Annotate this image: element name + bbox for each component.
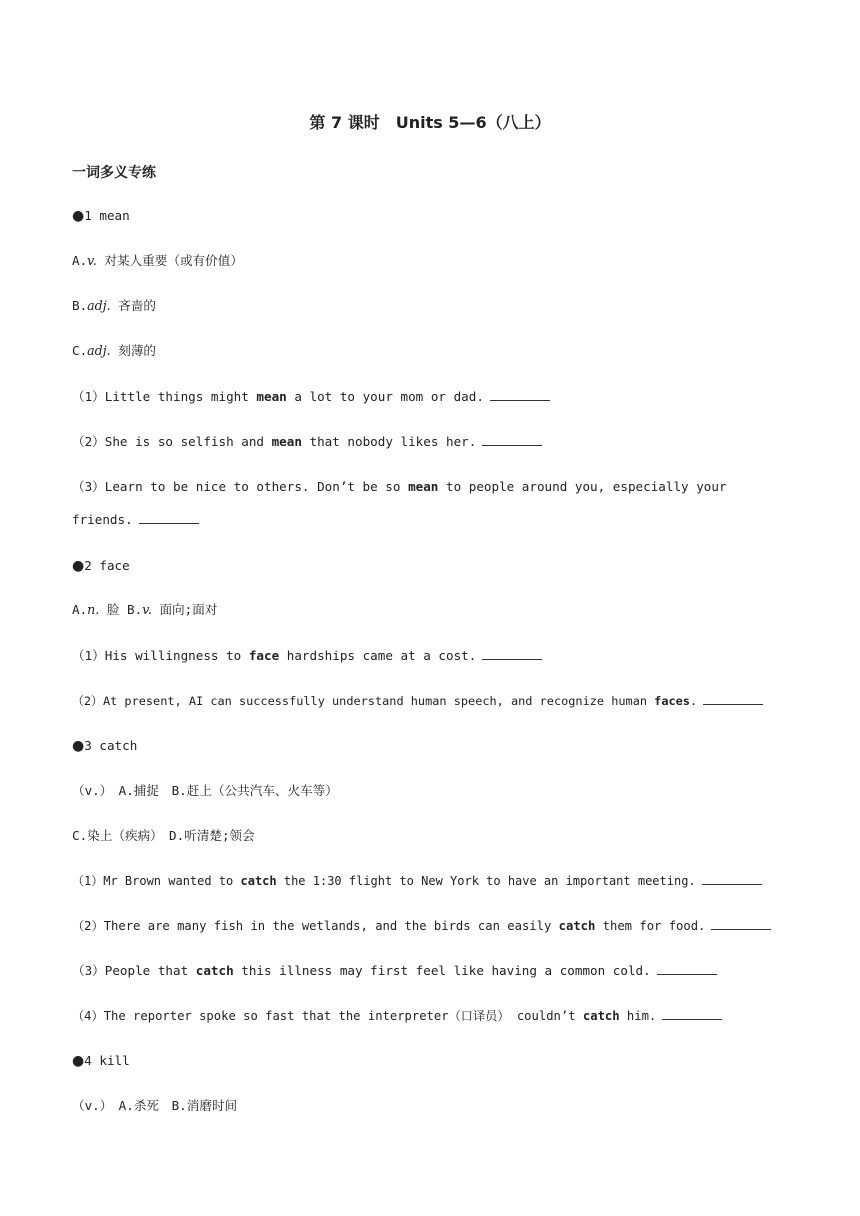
sentence-text: （1）Little things might: [72, 389, 257, 404]
keyword: catch: [582, 1009, 620, 1023]
sentence-text: .: [689, 694, 698, 708]
answer-blank[interactable]: [711, 917, 771, 930]
keyword: catch: [195, 963, 234, 978]
keyword: mean: [256, 389, 287, 404]
sentence-text: to people around you, especially your: [438, 479, 727, 494]
part-of-speech: adj.: [87, 298, 111, 313]
sentence: [72, 917, 771, 935]
sentence-text: （2）There are many fish in the wetlands, and the birds can easily: [72, 919, 559, 933]
sentence-text: friends.: [72, 512, 133, 527]
word-label: 3 catch: [84, 738, 138, 753]
word-heading-kill: [72, 1052, 130, 1070]
word-label: 2 face: [84, 558, 130, 573]
word-heading-mean: [72, 207, 130, 225]
bullet-icon: ●: [72, 558, 85, 574]
word-label: 4 kill: [84, 1053, 130, 1068]
sentence-text: the 1:30 flight to New York to have an important meeting.: [276, 874, 696, 888]
sentence-text: （2）She is so selfish and: [72, 434, 272, 449]
meaning-text: 对某人重要（或有价值）: [96, 253, 243, 268]
option-prefix: B.: [72, 298, 88, 313]
bullet-icon: ●: [72, 738, 85, 754]
sentence: [72, 872, 762, 890]
word-label: 1 mean: [84, 208, 130, 223]
sentence-text: him.: [619, 1009, 657, 1023]
meaning-a: [72, 252, 243, 270]
part-of-speech: v.: [142, 602, 152, 617]
sentence-text: （3）Learn to be nice to others. Don’t be so: [72, 479, 409, 494]
option-prefix: A.: [72, 253, 88, 268]
sentence-text: that nobody likes her.: [301, 434, 477, 449]
sentence-text: （1）His willingness to: [72, 648, 249, 663]
answer-blank[interactable]: [662, 1007, 722, 1020]
sentence-text: this illness may first feel like having a common cold.: [233, 963, 651, 978]
word-heading-face: [72, 557, 130, 575]
page-title: 第 7 课时 Units 5—6（八上）: [309, 113, 551, 132]
sentence-text: a lot to your mom or dad.: [286, 389, 484, 404]
sentence-continuation: [72, 511, 199, 529]
answer-blank[interactable]: [657, 962, 717, 975]
sentence: [72, 1007, 722, 1025]
meaning-line: （v.） A.杀死 B.消磨时间: [72, 1098, 238, 1113]
keyword: face: [248, 648, 280, 663]
sentence-text: （3）People that: [72, 963, 196, 978]
keyword: catch: [558, 919, 596, 933]
part-of-speech: v.: [87, 253, 97, 268]
keyword: mean: [271, 434, 302, 449]
part-of-speech: adj.: [87, 343, 111, 358]
keyword: mean: [408, 479, 439, 494]
meaning-text: 脸 B.: [99, 602, 143, 617]
option-prefix: A.: [72, 602, 88, 617]
meaning-text: 面向;面对: [151, 602, 218, 617]
sentence: [72, 433, 542, 451]
meaning-line: [72, 601, 217, 619]
answer-blank[interactable]: [490, 388, 550, 401]
sentence: [72, 692, 763, 710]
meaning-text: 刻薄的: [110, 343, 157, 358]
sentence: [72, 478, 727, 496]
bullet-icon: ●: [72, 208, 85, 224]
answer-blank[interactable]: [482, 433, 542, 446]
part-of-speech: n.: [87, 602, 100, 617]
answer-blank[interactable]: [139, 511, 199, 524]
sentence-text: （4）The reporter spoke so fast that the interpreter（口译员） couldn’t: [72, 1009, 583, 1023]
sentence-text: them for food.: [595, 919, 706, 933]
keyword: faces: [654, 694, 690, 708]
sentence-text: （1）Mr Brown wanted to: [72, 874, 241, 888]
section-heading: 一词多义专练: [72, 165, 156, 181]
answer-blank[interactable]: [703, 692, 763, 705]
sentence: [72, 962, 717, 980]
option-prefix: C.: [72, 343, 88, 358]
sentence: [72, 647, 542, 665]
bullet-icon: ●: [72, 1053, 85, 1069]
meaning-text: 吝啬的: [110, 298, 157, 313]
meaning-c: [72, 342, 156, 360]
meaning-line: C.染上（疾病） D.听清楚;领会: [72, 828, 255, 843]
meaning-line: （v.） A.捕捉 B.赶上（公共汽车、火车等）: [72, 783, 338, 798]
meaning-b: [72, 297, 156, 315]
answer-blank[interactable]: [482, 647, 542, 660]
keyword: catch: [240, 874, 277, 888]
answer-blank[interactable]: [702, 872, 762, 885]
sentence-text: （2）At present, AI can successfully understand human speech, and recognize human: [72, 694, 655, 708]
word-heading-catch: [72, 737, 137, 755]
sentence-text: hardships came at a cost.: [279, 648, 477, 663]
sentence: [72, 388, 550, 406]
